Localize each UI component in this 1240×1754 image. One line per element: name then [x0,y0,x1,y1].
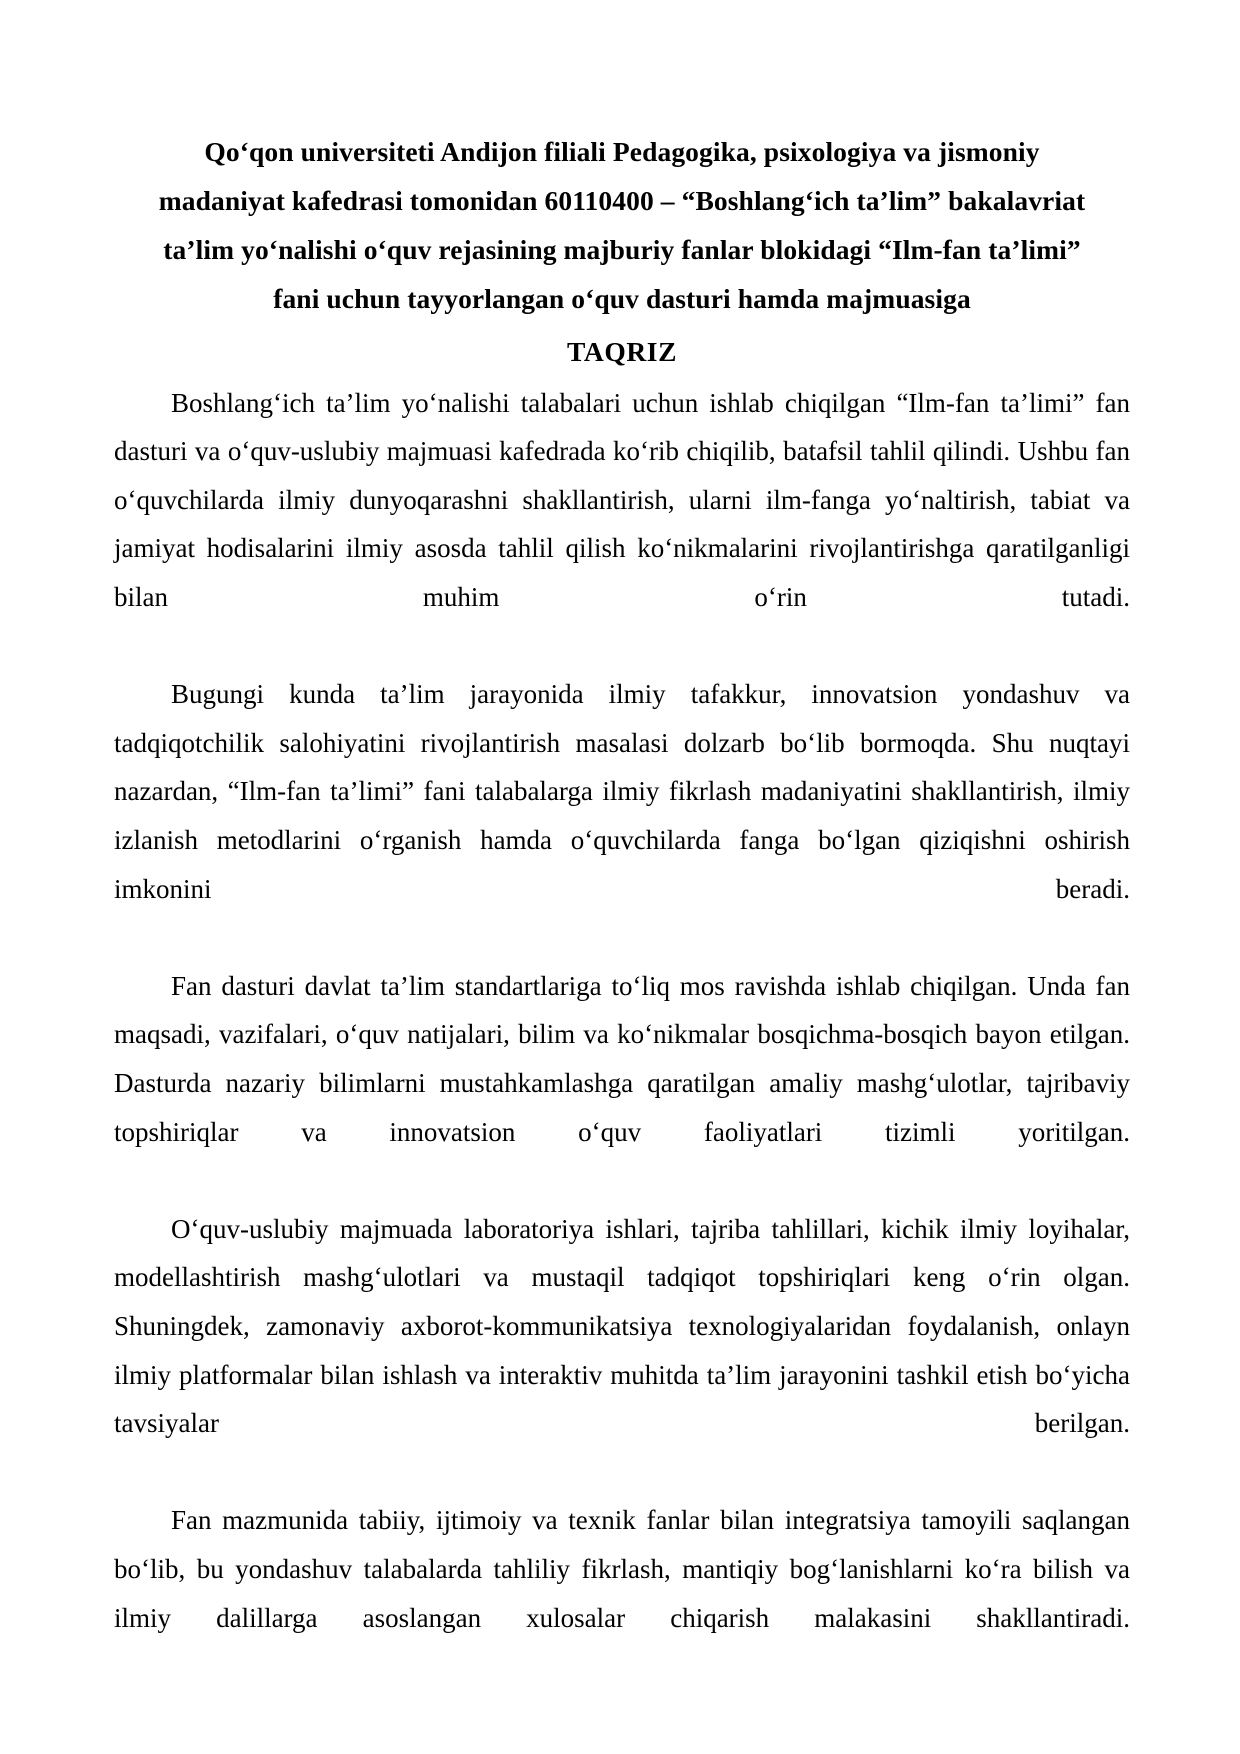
document-body [114,128,1130,1691]
title-line-4: fani uchun tayyorlangan o‘quv dasturi hamda majmuasiga [273,282,971,314]
title-line-1: Qo‘qon universiteti Andijon filiali Pedagogika, psixologiya va jismoniy [204,136,1040,167]
paragraph-2: Bugungi kunda ta’lim jarayonida ilmiy tafakkur, innovatsion yondashuv va tadqiqotchilik salohiyatini rivojlantirish masalasi dolzarb bo‘lib bormoqda. Shu nuqtayi nazardan, “Ilm-fan ta’limi” fani talabalarga ilmiy fikrlash madaniyatini shakllantirish, ilmiy izlanish metodlarini o‘rganish hamda o‘quvchilarda fanga bo‘lgan qiziqishni oshirish imkonini beradi. [114,679,1130,904]
paragraph-1: Boshlang‘ich ta’lim yo‘nalishi talabalari uchun ishlab chiqilgan “Ilm-fan ta’limi” fan dasturi va o‘quv-uslubiy majmuasi kafedrada ko‘rib chiqilib, batafsil tahlil qilindi. Ushbu fan o‘quvchilarda ilmiy dunyoqarashni shakllantirish, ularni ilm-fanga yo‘naltirish, tabiat va jamiyat hodisalarini ilmiy asosda tahlil qilish ko‘nikmalarini rivojlantirishga qaratilganligi bilan muhim o‘rin tutadi. [114,387,1130,613]
document-title [114,128,1130,324]
section-heading-taqriz: TAQRIZ [566,335,678,367]
paragraph-4: O‘quv-uslubiy majmuada laboratoriya ishlari, tajriba tahlillari, kichik ilmiy loyihalar, modellashtirish mashg‘ulotlari va mustaqil tadqiqot topshiriqlari keng o‘rin olgan. Shuningdek, zamonaviy axborot-kommunikatsiya texnologiyalaridan foydalanish, onlayn ilmiy platformalar bilan ishlash va interaktiv muhitda ta’lim jarayonini tashkil etish bo‘yicha tavsiyalar berilgan. [114,1213,1130,1439]
title-line-2: madaniyat kafedrasi tomonidan 60110400 – “Boshlang‘ich ta’lim” bakalavriat [158,184,1086,216]
title-line-3: ta’lim yo‘nalishi o‘quv rejasining majburiy fanlar blokidagi “Ilm-fan ta’limi” [163,233,1081,265]
paragraph-5: Fan mazmunida tabiiy, ijtimoiy va texnik fanlar bilan integratsiya tamoyili saqlangan bo‘lib, bu yondashuv talabalarda tahliliy fikrlash, mantiqiy bog‘lanishlarni ko‘ra bilish va ilmiy dalillarga asoslangan xulosalar chiqarish malakasini shakllantiradi. [114,1505,1130,1633]
paragraph-3: Fan dasturi davlat ta’lim standartlariga to‘liq mos ravishda ishlab chiqilgan. Unda fan maqsadi, vazifalari, o‘quv natijalari, bilim va ko‘nikmalar bosqichma-bosqich bayon etilgan. Dasturda nazariy bilimlarni mustahkamlashga qaratilgan amaliy mashg‘ulotlar, tajribaviy topshiriqlar va innovatsion o‘quv faoliyatlari tizimli yoritilgan. [114,970,1130,1147]
